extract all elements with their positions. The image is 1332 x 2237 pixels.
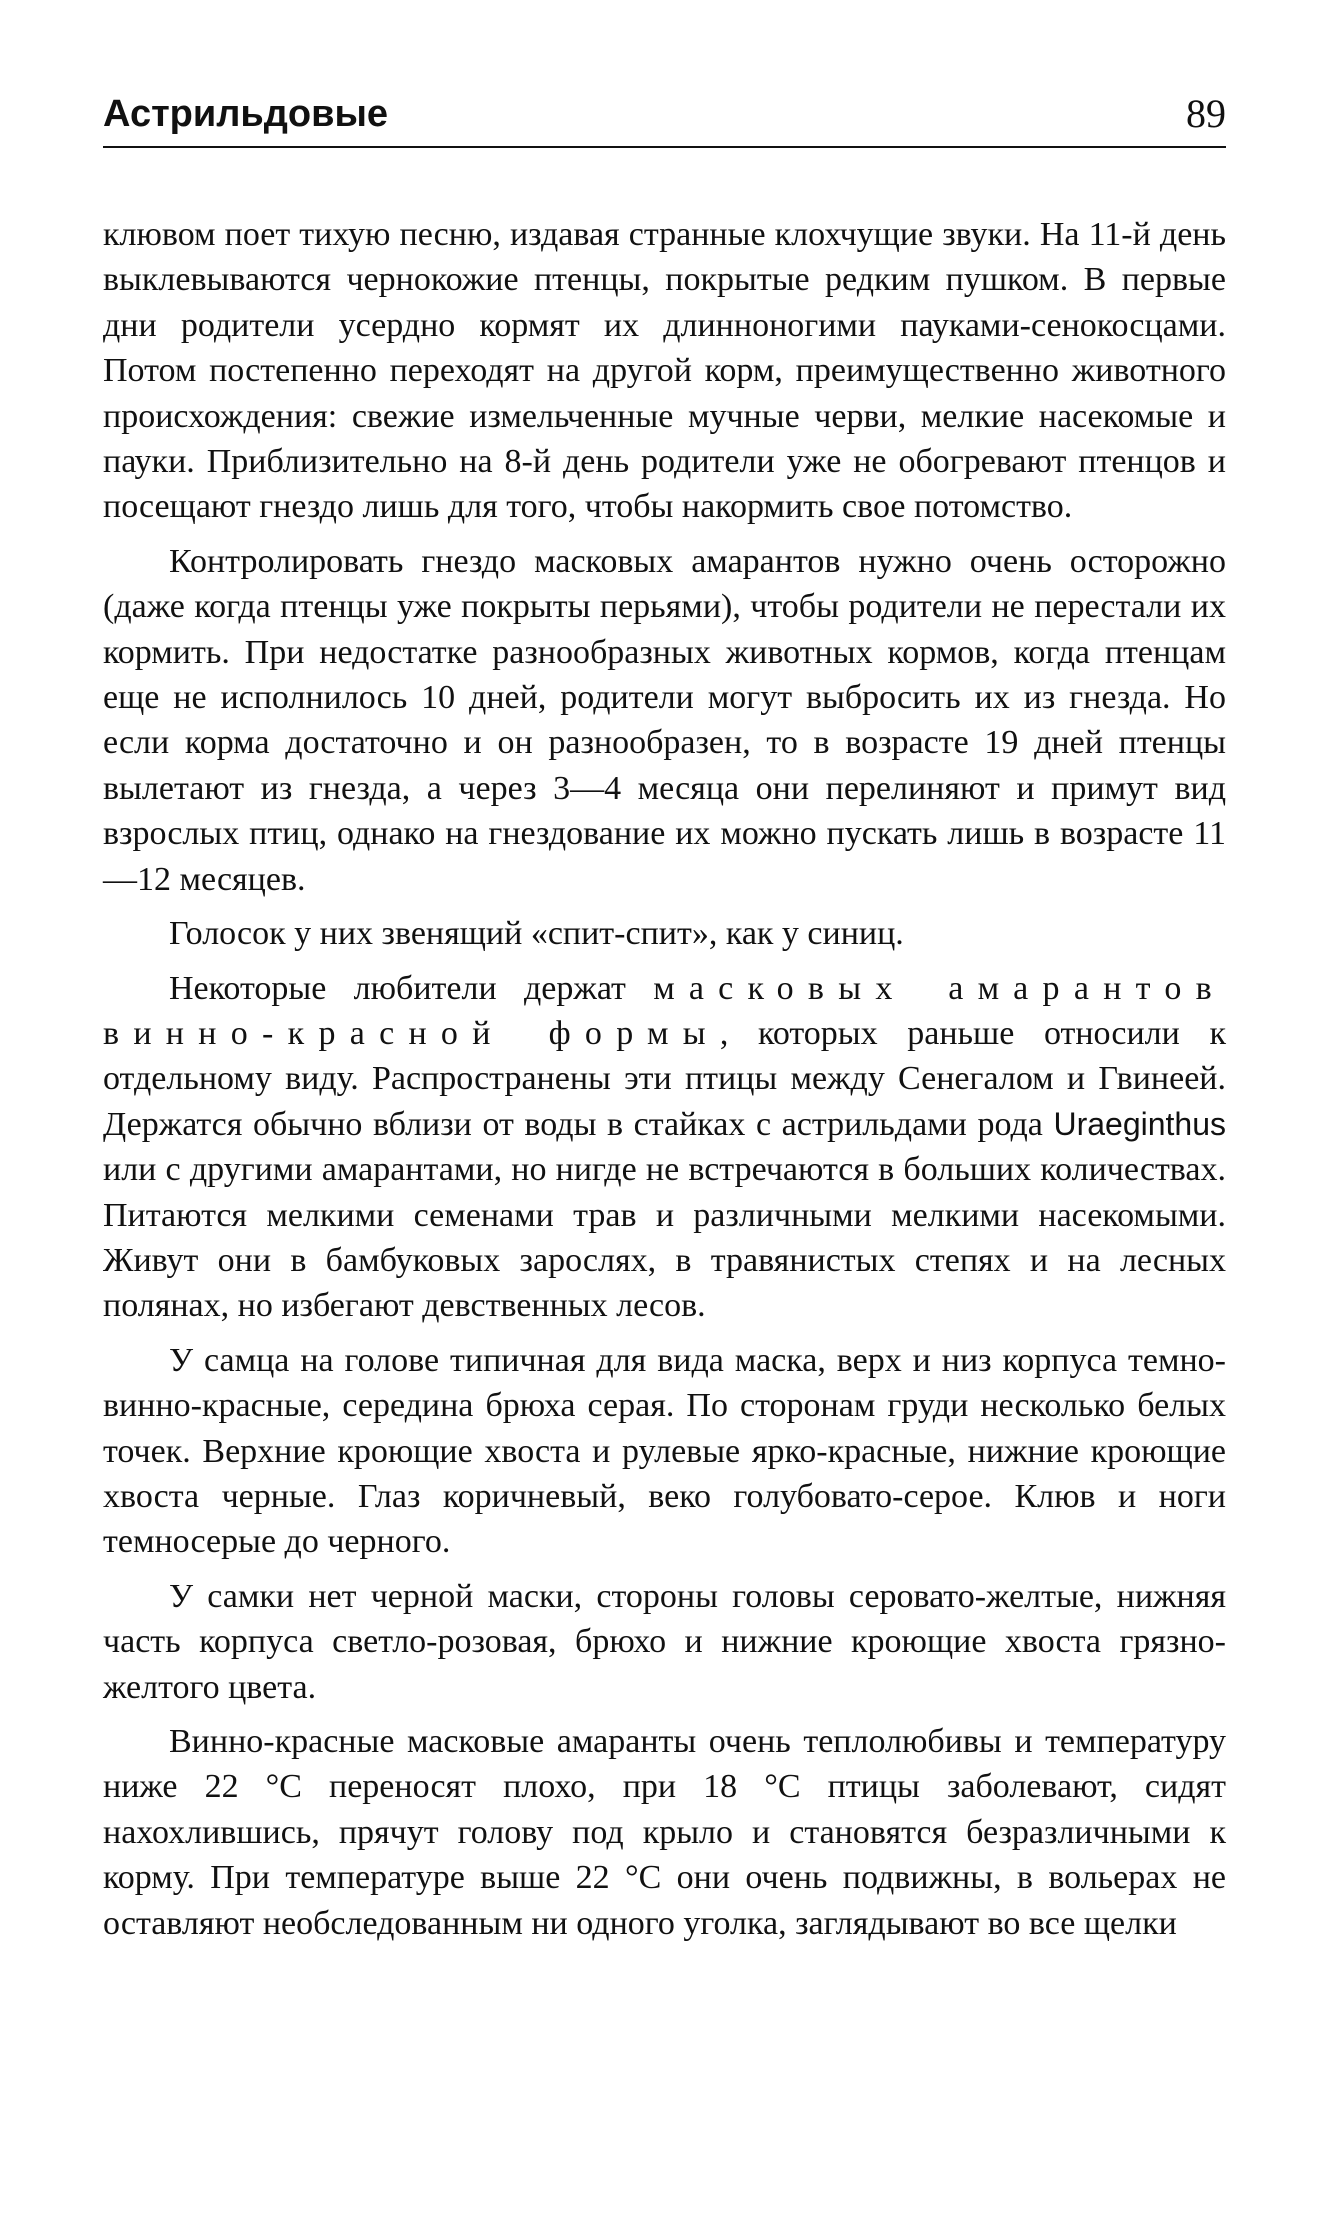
body-text xyxy=(103,212,1226,1955)
page-header xyxy=(103,92,1226,148)
running-head: Астрильдовые xyxy=(103,93,389,135)
paragraph-6: У самки нет черной маски, стороны головы серовато-желтые, нижняя часть корпуса светло-розовая, брюхо и нижние кроющие хвоста грязно-желтого цвета. xyxy=(103,1577,1226,1706)
paragraph-2: Контролировать гнездо масковых амарантов нужно очень осторожно (даже когда птенцы уже покрыты перьями), чтобы родители не перестали их кормить. При недостатке разнообразных животных кормов, когда птенцам еще не исполнилось 10 дней, родители могут выбросить их из гнезда. Но если корма достаточно и он разнообразен, то в возрасте 19 дней птенцы вылетают из гнезда, а через 3—4 месяца они перелиняют и примут вид взрослых птиц, однако на гнездование их можно пускать лишь в возрасте 11—12 месяцев. xyxy=(103,542,1226,898)
spaced-term: масковых амарантов винно-красной формы xyxy=(103,969,1226,1052)
page-number: 89 xyxy=(1186,91,1226,136)
paragraph-4-text-2: , которых раньше относили к отдельному виду. Распространены эти птицы между Сенегалом и Гвинеей. Держатся обычно вблизи от воды в стайках с астрильдами рода xyxy=(103,1014,1226,1143)
paragraph-3: Голосок у них звенящий «спит-спит», как у синиц. xyxy=(169,915,904,953)
latin-genus-name: Uraeginthus xyxy=(1053,1105,1226,1142)
paragraph-4 xyxy=(103,966,1226,1329)
paragraph-1: клювом поет тихую песню, издавая странные клохчущие звуки. На 11-й день выклевываются чернокожие птенцы, покрытые редким пушком. В первые дни родители усердно кормят их длинноногими пауками-сенокосцами. Потом постепенно переходят на другой корм, преимущественно животного происхождения: свежие измельченные мучные черви, мелкие насекомые и пауки. Приблизительно на 8-й день родители уже не обогревают птенцов и посещают гнездо лишь для того, чтобы накормить свое потомство. xyxy=(103,216,1226,526)
paragraph-7: Винно-красные масковые амаранты очень теплолюбивы и температуру ниже 22 °С переносят плохо, при 18 °С птицы заболевают, сидят нахохлившись, прячут голову под крыло и становятся безразличными к корму. При температуре выше 22 °С они очень подвижны, в вольерах не оставляют необследованным ни одного уголка, заглядывают во все щелки xyxy=(103,1723,1226,1942)
paragraph-4-text-3: или с другими амарантами, но нигде не встречаются в больших количествах. Питаются мелкими семенами трав и различными мелкими насекомыми. Живут они в бамбуковых зарослях, в травянистых степях и на лесных полянах, но избегают девственных лесов. xyxy=(103,1151,1226,1325)
paragraph-5: У самца на голове типичная для вида маска, верх и низ корпуса темно-винно-красные, середина брюха серая. По сторонам груди несколько белых точек. Верхние кроющие хвоста и рулевые ярко-красные, нижние кроющие хвоста черные. Глаз коричневый, веко голубовато-серое. Клюв и ноги темносерые до черного. xyxy=(103,1341,1226,1561)
paragraph-4-text-1: Некоторые любители держат xyxy=(169,969,654,1007)
